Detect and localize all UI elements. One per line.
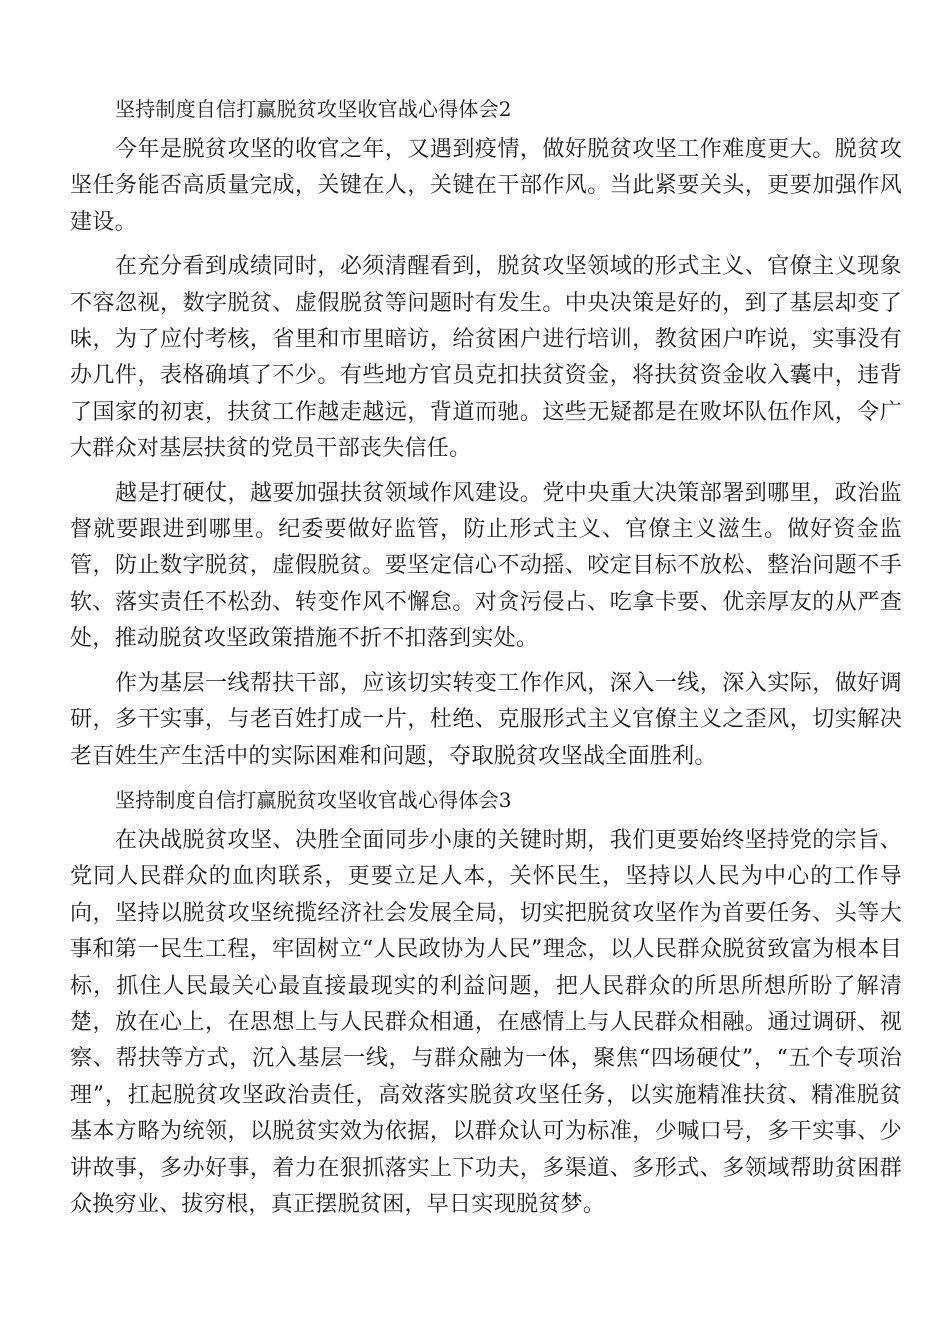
section-3-paragraph-1: 在决战脱贫攻坚、决胜全面同步小康的关键时期，我们更要始终坚持党的宗旨、党同人民群众的血肉联系，更要立足人本，关怀民生，坚持以人民为中心的工作导向，坚持以脱贫攻坚统揽经济社会发展全局，切实把脱贫攻坚作为首要任务、头等大事和第一民生工程，牢固树立“人民政协为人民”理念，以人民群众脱贫致富为根本目标，抓住人民最关心最直接最现实的利益问题，把人民群众的所思所想所盼了解清楚，放在心上，在思想上与人民群众相通，在感情上与人民群众相融。通过调研、视察、帮扶等方式，沉入基层一线，与群众融为一体，聚焦“四场硬仗”，“五个专项治理”，扛起脱贫攻坚政治责任，高效落实脱贫攻坚任务，以实施精准扶贫、精准脱贫基本方略为统领，以脱贫实效为依据，以群众认可为标准，少喊口号，多干实事、少讲故事，多办好事，着力在狠抓落实上下功夫，多渠道、多形式、多领域帮助贫困群众换穷业、拔穷根，真正摆脱贫困，早日实现脱贫梦。 — [70, 827, 902, 1217]
section-2-paragraph-4: 作为基层一线帮扶干部，应该切实转变工作作风，深入一线，深入实际，做好调研，多干实事，与老百姓打成一片，杜绝、克服形式主义官僚主义之歪风，切实解决老百姓生产生活中的实际困难和问题，夺取脱贫攻坚战全面胜利。 — [70, 670, 902, 769]
section-2-paragraph-2: 在充分看到成绩同时，必须清醒看到，脱贫攻坚领域的形式主义、官僚主义现象不容忽视，数字脱贫、虚假脱贫等问题时有发生。中央决策是好的，到了基层却变了味，为了应付考核，省里和市里暗访，给贫困户进行培训，教贫困户咋说，实事没有办几件，表格确填了不少。有些地方官员克扣扶贫资金，将扶贫资金收入囊中，违背了国家的初衷，扶贫工作越走越远，背道而驰。这些无疑都是在败坏队伍作风，令广大群众对基层扶贫的党员干部丧失信任。 — [70, 254, 902, 462]
section-2-paragraph-3: 越是打硬仗，越要加强扶贫领域作风建设。党中央重大决策部署到哪里，政治监督就要跟进到哪里。纪委要做好监管，防止形式主义、官僚主义滋生。做好资金监管，防止数字脱贫，虚假脱贫。要坚定信心不动摇、咬定目标不放松、整治问题不手软、落实责任不松劲、转变作风不懈怠。对贪污侵占、吃拿卡要、优亲厚友的从严查处，推动脱贫攻坚政策措施不折不扣落到实处。 — [70, 480, 902, 652]
section-3-title: 坚持制度自信打赢脱贫攻坚收官战心得体会3 — [115, 787, 512, 812]
section-2-paragraph-1: 今年是脱贫攻坚的收官之年，又遇到疫情，做好脱贫攻坚工作难度更大。脱贫攻坚任务能否高质量完成，关键在人，关键在干部作风。当此紧要关头，更要加强作风建设。 — [70, 137, 902, 235]
section-2-title: 坚持制度自信打赢脱贫攻坚收官战心得体会2 — [115, 97, 512, 121]
document-body — [0, 92, 950, 1223]
